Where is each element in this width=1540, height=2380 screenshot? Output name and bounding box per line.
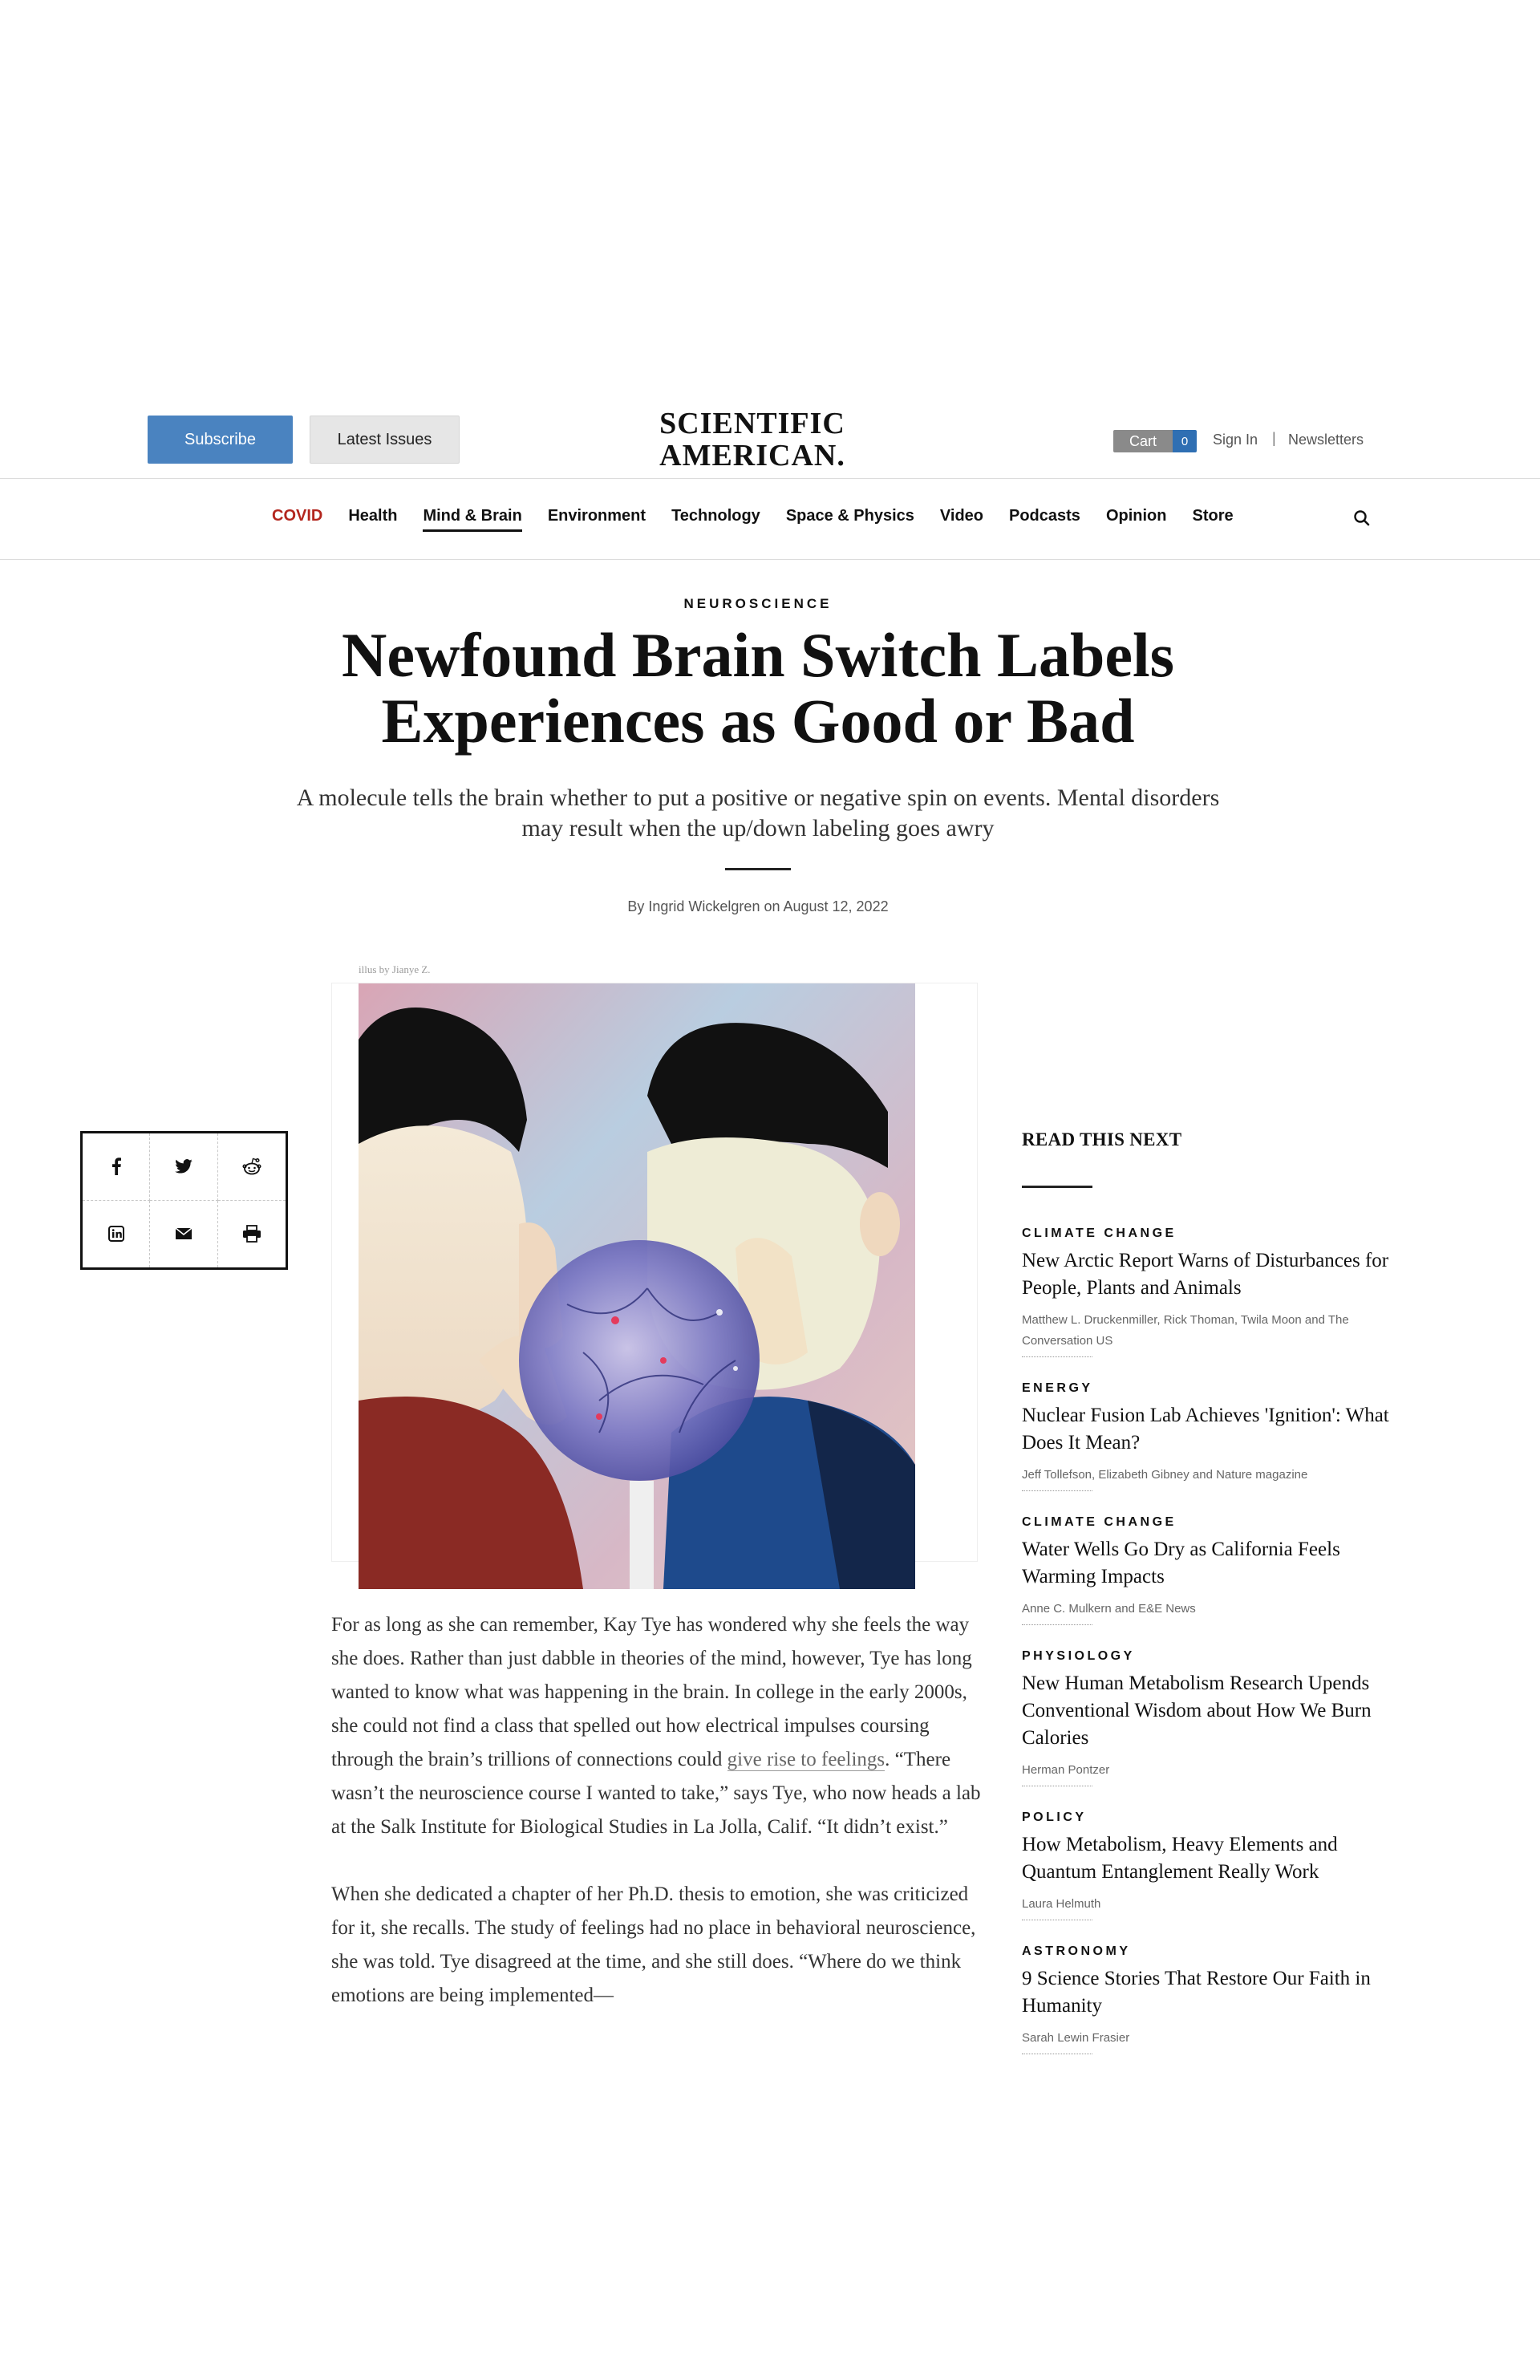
cart-label: Cart xyxy=(1113,430,1173,452)
search-icon[interactable] xyxy=(1352,509,1372,528)
latest-issues-button[interactable]: Latest Issues xyxy=(310,416,460,464)
newsletters-link[interactable]: Newsletters xyxy=(1288,432,1364,448)
subscribe-button[interactable]: Subscribe xyxy=(148,416,293,464)
sidebar-story[interactable] xyxy=(1022,1649,1399,1786)
story-title[interactable]: New Human Metabolism Research Upends Conventional Wisdom about How We Burn Calories xyxy=(1022,1672,1372,1749)
header-divider xyxy=(0,478,1540,479)
nav-item-space-physics[interactable]: Space & Physics xyxy=(785,507,914,525)
article-paragraph: When she dedicated a chapter of her Ph.D. thesis to emotion, she was criticized for it, she recalls. The study of feelings had no place in behavioral neuroscience, she was told. Tye disagreed at the time, and she still does. “Where do we think emotions are being implemented— xyxy=(331,1883,976,2006)
sidebar-story[interactable] xyxy=(1022,1515,1399,1625)
share-print-button[interactable] xyxy=(218,1201,286,1268)
nav-item-technology[interactable]: Technology xyxy=(671,507,760,525)
twitter-icon xyxy=(175,1159,192,1174)
story-byline: Sarah Lewin Frasier xyxy=(1022,2031,1130,2045)
story-category[interactable]: CLIMATE CHANGE xyxy=(1022,1226,1177,1240)
paragraph-text: For as long as she can remember, Kay Tye has wondered why she feels the way she does. Rather than just dabble in theories of the mind, however, Tye has long wanted to know what was happening in the brain. In college in the early 2000s, she could not find a class that spelled out how electrical impulses coursing through the brain’s trillions of connections could xyxy=(331,1614,972,1770)
article-body xyxy=(331,1608,981,2046)
site-logo[interactable] xyxy=(648,407,857,472)
story-title[interactable]: New Arctic Report Warns of Disturbances for People, Plants and Animals xyxy=(1022,1250,1389,1299)
article-kicker[interactable]: NEUROSCIENCE xyxy=(683,596,833,611)
nav-item-opinion[interactable]: Opinion xyxy=(1105,507,1167,525)
sidebar-title: READ THIS NEXT xyxy=(1022,1129,1182,1149)
header-separator: | xyxy=(1272,430,1276,446)
print-icon xyxy=(242,1225,261,1243)
share-twitter-button[interactable] xyxy=(150,1133,217,1201)
nav-item-environment[interactable]: Environment xyxy=(547,507,646,525)
cart-count-badge: 0 xyxy=(1173,430,1197,452)
sidebar-story[interactable] xyxy=(1022,1226,1399,1357)
story-divider xyxy=(1022,1624,1092,1625)
story-category[interactable]: ENERGY xyxy=(1022,1381,1093,1395)
email-icon xyxy=(175,1227,192,1240)
sidebar-divider xyxy=(1022,1186,1092,1188)
story-category[interactable]: PHYSIOLOGY xyxy=(1022,1649,1135,1663)
story-byline: Anne C. Mulkern and E&E News xyxy=(1022,1602,1196,1616)
nav-item-mind-brain[interactable]: Mind & Brain xyxy=(423,507,521,532)
nav-item-store[interactable]: Store xyxy=(1192,507,1234,525)
story-title[interactable]: Water Wells Go Dry as California Feels Warming Impacts xyxy=(1022,1539,1340,1587)
share-linkedin-button[interactable] xyxy=(83,1201,150,1268)
article-illustration xyxy=(359,983,915,1589)
story-byline: Matthew L. Druckenmiller, Rick Thoman, Twila Moon and The Conversation US xyxy=(1022,1313,1349,1348)
story-category[interactable]: POLICY xyxy=(1022,1810,1087,1824)
article-headline: Newfound Brain Switch Labels Experiences as Good or Bad xyxy=(342,620,1174,756)
sidebar-story[interactable] xyxy=(1022,1810,1399,1920)
dek-divider xyxy=(725,868,791,870)
logo-line1: SCIENTIFIC xyxy=(659,407,845,440)
linkedin-icon xyxy=(108,1226,124,1242)
story-divider xyxy=(1022,1356,1092,1357)
nav-divider xyxy=(0,559,1540,560)
share-facebook-button[interactable] xyxy=(83,1133,150,1201)
facebook-icon xyxy=(111,1158,122,1175)
share-email-button[interactable] xyxy=(150,1201,217,1268)
paragraph-text: . “There wasn’t the neuroscience course I wanted to take,” says Tye, who now heads a lab at the Salk Institute for Biological Studies in La Jolla, Calif. “It didn’t exist.” xyxy=(331,1749,981,1838)
image-credit: illus by Jianye Z. xyxy=(359,963,431,975)
give-rise-to-feelings-link[interactable]: give rise to feelings xyxy=(727,1749,886,1770)
story-byline: Jeff Tollefson, Elizabeth Gibney and Nature magazine xyxy=(1022,1468,1308,1482)
share-reddit-button[interactable] xyxy=(218,1133,286,1201)
story-title[interactable]: 9 Science Stories That Restore Our Faith in Humanity xyxy=(1022,1968,1371,2017)
share-toolbar xyxy=(80,1131,288,1270)
main-nav xyxy=(272,507,1259,532)
story-category[interactable]: CLIMATE CHANGE xyxy=(1022,1515,1177,1529)
article-paragraph xyxy=(331,1608,981,1844)
story-title[interactable]: How Metabolism, Heavy Elements and Quantum Entanglement Really Work xyxy=(1022,1834,1338,1883)
story-byline: Laura Helmuth xyxy=(1022,1897,1101,1911)
sidebar-story[interactable] xyxy=(1022,1381,1399,1491)
nav-item-podcasts[interactable]: Podcasts xyxy=(1009,507,1080,525)
sidebar-story[interactable] xyxy=(1022,1944,1399,2054)
story-category[interactable]: ASTRONOMY xyxy=(1022,1944,1131,1958)
story-title[interactable]: Nuclear Fusion Lab Achieves 'Ignition': What Does It Mean? xyxy=(1022,1405,1389,1454)
article-dek: A molecule tells the brain whether to put a positive or negative spin on events. Mental disorders may result when the up/down labeling goes awry xyxy=(296,785,1220,841)
logo-line2: AMERICAN. xyxy=(659,439,845,472)
nav-item-health[interactable]: Health xyxy=(348,507,398,525)
nav-item-video[interactable]: Video xyxy=(939,507,983,525)
cart-button[interactable] xyxy=(1113,430,1197,452)
reddit-icon xyxy=(242,1158,261,1175)
article-byline: By Ingrid Wickelgren on August 12, 2022 xyxy=(627,898,889,914)
story-byline: Herman Pontzer xyxy=(1022,1763,1110,1777)
read-this-next-sidebar xyxy=(1022,1129,1399,2078)
story-divider xyxy=(1022,1490,1092,1491)
nav-item-covid[interactable]: COVID xyxy=(272,507,323,525)
sign-in-link[interactable]: Sign In xyxy=(1213,432,1258,448)
